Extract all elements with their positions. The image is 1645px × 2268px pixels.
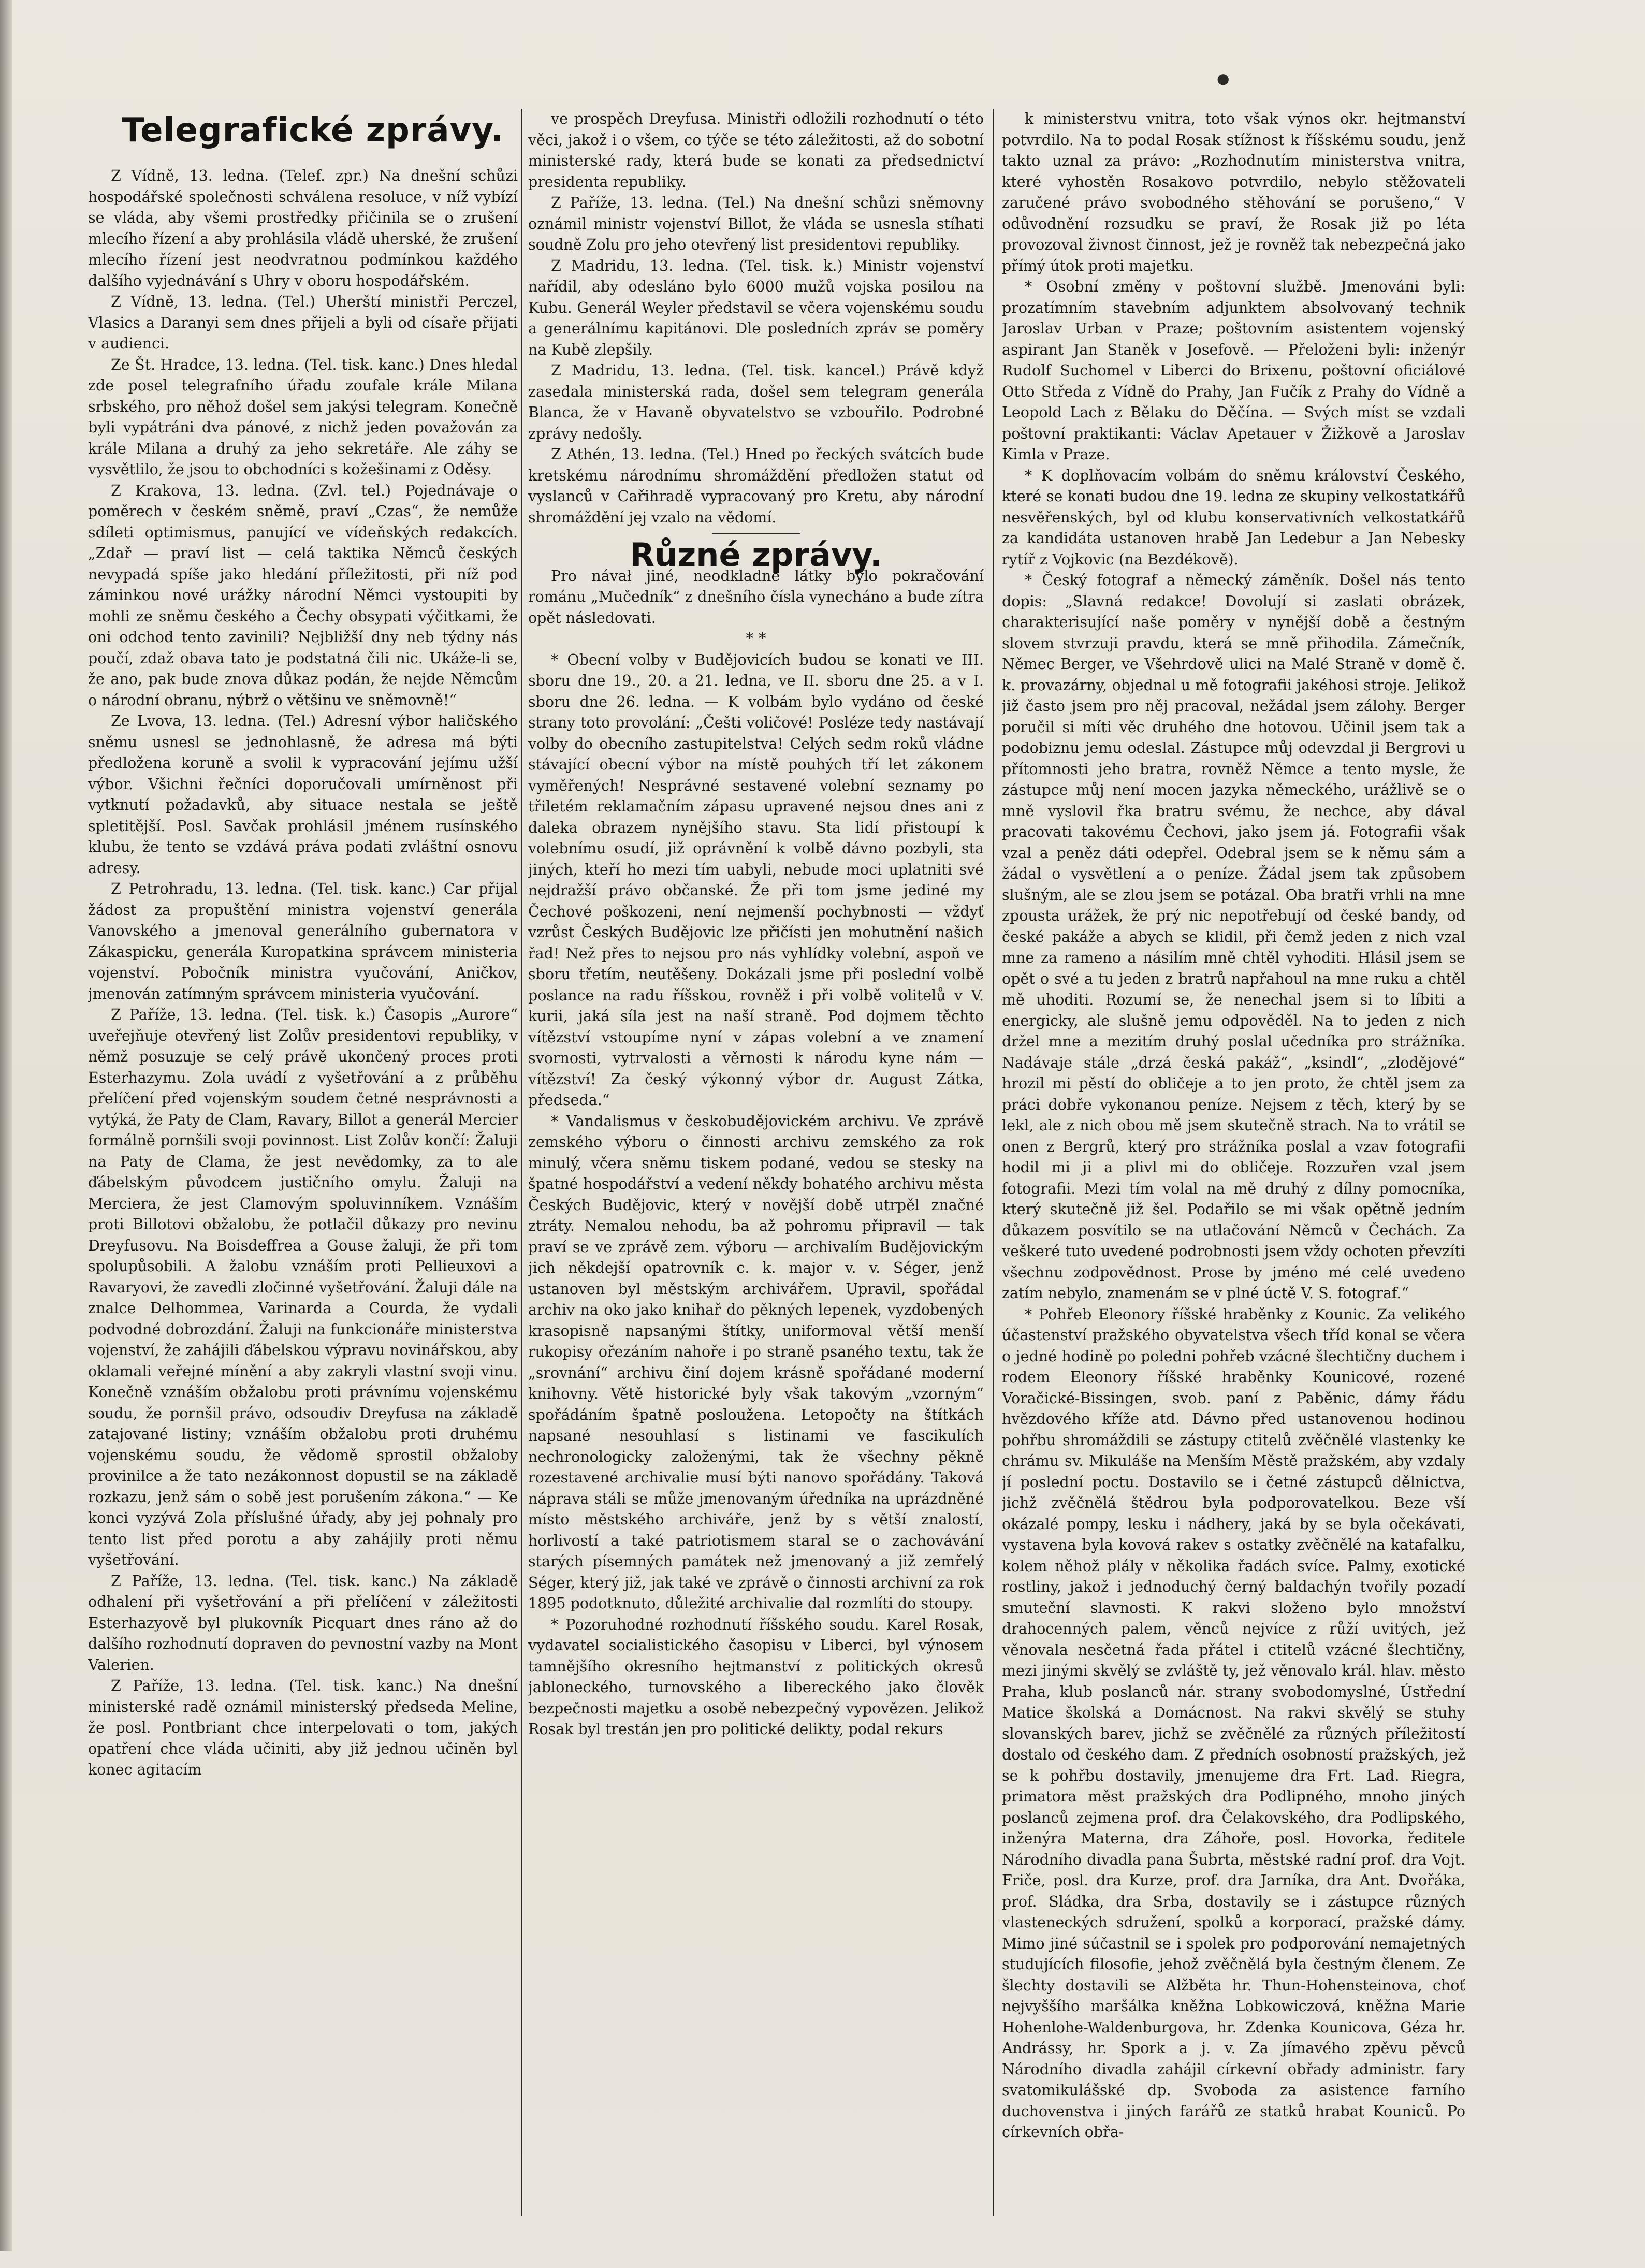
article-paragraph: Z Paříže, 13. ledna. (Tel. tisk. kanc.) Na základě odhalení při vyšetřování a při přelíčení v záležitosti Esterhazyově byl plukovník Picquart dnes ráno až do dalšího rozhodnutí dopraven do pevnostní vazby na Mont Valerien. (88, 1572, 518, 1674)
ink-mark: ● (1217, 70, 1230, 87)
article-paragraph: Z Paříže, 13. ledna. (Tel. tisk. k.) Časopis „Aurore“ uveřejňuje otevřený list Zolův presidentovi republiky, v němž posuzuje se celý právě ukončený proces proti Esterhazymu. Zola uvádí z vyšetřování a z průběhu přelíčení před vojenským soudem četné nesprávnosti a vytýká, že Paty de Clam, Ravary, Billot a generál Mercier formálně pornšili svoji povinnost. List Zolův končí: Žaluji na Paty de Clama, že jest nevědomky, za to ale ďábelským původcem justičního omylu. Žaluji na Merciera, že jest Clamovým spoluvinníkem. Vznáším proti Billotovi obžalobu, že potlačil důkazy pro nevinu Dreyfusovu. Na Boisdeffrea a Gouse žaluji, že při tom spolupůsobili. A žalobu vznáším proti Pellieuxovi a Ravaryovi, že zavedli zločinné vyšetřování. Žaluji dále na znalce Delhommea, Varinarda a Courda, že vydali podvodné dobrozdání. Žaluji na funkcionáře ministerstva vojenství, že zahájili ďábelskou výpravu novinářskou, aby oklamali veřejné mínění a aby zakryli vlastní svoji vinu. Konečně vznáším obžalobu proti právnímu vojenskému soudu, že pornšil právo, odsoudiv Dreyfusa na základě zatajované listiny; vznáším obžalobu proti druhému vojenskému soudu, že vědomě sprostil obžaloby provinilce a že tato nezákonnost dopustil se na základě rozkazu, jenž sám o sobě jest porušením zákona.“ — Ke konci vyzývá Zola příslušné úřady, aby jej pohnaly pro tento list před porotu a aby zahájily proti němu vyšetřování. (88, 1006, 518, 1568)
article-paragraph: Ze Št. Hradce, 13. ledna. (Tel. tisk. kanc.) Dnes hledal zde posel telegrafního úřadu zoufale krále Milana srbského, pro něhož došel sem jakýsi telegram. Konečně byli vypátráni dva pánové, z nichž jeden považován za krále Milana a druhý za jeho sekretáře. Ale záhy se vysvětlilo, že jsou to obchodníci s kožešinami z Oděsy. (88, 356, 518, 478)
column-1 (88, 166, 518, 2268)
column-2 (528, 109, 984, 2211)
article-paragraph: * Osobní změny v poštovní službě. Jmenováni byli: prozatímním stavebním adjunktem absolvovaný technik Jaroslav Urban v Praze; poštovním asistentem vojenský aspirant Jan Staněk v Josefově. — Přeloženi byli: inženýr Rudolf Suchomel v Liberci do Brixenu, poštovní oficiálové Otto Středa z Vídně do Prahy, Jan Fučík z Prahy do Vídně a Leopold Lach z Bělaku do Děčína. — Svých míst se vzdali poštovní praktikanti: Václav Apetauer v Žižkově a Jaroslav Kimla v Praze. (1002, 278, 1465, 463)
column-rule-1 (521, 109, 522, 2216)
article-paragraph: Z Petrohradu, 13. ledna. (Tel. tisk. kanc.) Car přijal žádost za propuštění ministra vojenství generála Vanovského a jmenoval generálního gubernatora v Zákaspicku, generála Kuropatkina správcem ministeria vojenství. Pobočník ministra vyučování, Aničkov, jmenován zatímným správcem ministeria vyučování. (88, 880, 518, 1002)
article-paragraph: * Obecní volby v Budějovicích budou se konati ve III. sboru dne 19., 20. a 21. ledna, ve II. sboru dne 25. a v I. sboru dne 26. ledna. — K volbám bylo vydáno od české strany toto provolání: „Češti voličové! Posléze tedy nastávají volby do obecního zastupitelstva! Celých sedm roků vládne stávající obecní výbor na místě pouhých tří let zákonem vyměřených! Nesprávné sestavené volební seznamy po třiletém reklamačním zápasu upravené nejsou dnes ani z daleka obrazem nynějšího stavu. Sta lidí přistoupí k volebnímu osudí, již oprávnění k volbě dávno pozbyli, sta jiných, kteří ho mezi tím uabyli, nebude moci uplatniti své nejdražší právo občanské. Že při tom jsme jediné my Čechové poškozeni, není nejmenší pochybnosti — vždyť vzrůst Českých Budějovic lze přičísti jen mohutnění našich řad! Než přes to nejsou pro nás vyhlídky volební, aspoň ve sboru třetím, neutěšeny. Dokázali jsme při poslední volbě poslance na radu říšskou, rovněž i při volbě volitelů v V. kurii, jaká síla jest na naší straně. Pod dojmem těchto vítězství vstoupíme nyní v zápas volební a ve znamení svornosti, vytrvalosti a věrnosti k národu kyne nám — vítězství! Za český výkonný výbor dr. August Zátka, předseda.“ (528, 651, 984, 1109)
article-paragraph: Ze Lvova, 13. ledna. (Tel.) Adresní výbor haličského sněmu usnesl se jednohlasně, že adresa má býti předložena koruně a svolil k vypracování jejímu užší výbor. Všichni řečníci doporučovali umírněnost při vytknutí požadavků, aby situace nestala se ještě spletitější. Posl. Savčak prohlásil jménem rusínského klubu, že tento se vzdává práva podati zvláštní osnovu adresy. (88, 713, 518, 877)
heading-ruzne-zpravy: Různé zprávy. (630, 536, 882, 574)
asterisk-separator: * * (746, 630, 766, 648)
page-edge-shadow (0, 0, 12, 2251)
article-paragraph: * Pozoruhodné rozhodnutí říšského soudu. Karel Rosak, vydavatel socialistického časopisu v Liberci, byl výnosem tamnějšího okresního hejtmanství z politických okresů jabloneckého, turnovského a libereckého jako člověk bezpečnosti majetku a osobě nebezpečný vypovězen. Jelikož Rosak byl trestán jen pro politické delikty, podal rekurs (528, 1616, 984, 1738)
article-paragraph: * Pohřeb Eleonory říšské hraběnky z Kounic. Za velikého účastenství pražského obyvatelstva všech tříd konal se včera o jedné hodině po poledni pohřeb vzácné šlechtičny duchem i rodem Eleonory říšské hraběnky Kounicové, rozené Voračické-Bissingen, svob. paní z Paběnic, dámy řádu hvězdového kříže atd. Dávno před ustanovenou hodinou pohřbu shromáždili se zástupy ctitelů zvěčnělé vlastenky ke chrámu sv. Mikuláše na Menším Městě pražském, aby vzdaly jí poslední poctu. Dostavilo se i četné zástupců dělnictva, jichž zvěčnělá štědrou byla podporovatelkou. Beze vší okázalé pompy, lesku i nádhery, jaká by se byla očekávati, vystavena byla kovová rakev s ostatky zvěčnělé na katafalku, kolem něhož plály v několika řadách svíce. Palmy, exotické rostliny, jakož i jednoduchý černý baldachýn tvořily pozadí smuteční slavnosti. K rakvi složeno bylo množství drahocenných palem, věnců nejvíce z růží uvitých, jež věnovala nesčetná řada přátel i ctitelů vzácné šlechtičny, mezi jinými skvělý se zvláště ty, jež věnovalo král. hlav. město Praha, klub poslanců nár. strany svobodomyslné, Ústřední Matice školská a Domácnost. Na rakvi skvělý se stuhy slovanských barev, jichž se zvěčnělé za různých příležitostí dostalo od českého dam. Z předních osobností pražských, jež se k pohřbu dostavily, jmenujeme dra Frt. Lad. Riegra, primatora měst pražských dra Podlipného, mnoho jiných poslanců zejmena prof. dra Čelakovského, dra Podlipského, inženýra Materna, dra Záhoře, posl. Hovorka, ředitele Národního divadla pana Šubrta, městské radní prof. dra Vojt. Friče, posl. dra Kurze, prof. dra Jarníka, dra Ant. Dvořáka, prof. Sládka, dra Srba, dostavily se i zástupce různých vlasteneckých sdružení, spolků a korporací, pražské dámy. Mimo jiné súčastnil se i spolek pro podporování nemajetných studujících filosofie, jehož zvěčnělá byla čestným členem. Ze šlechty dostavili se Alžběta hr. Thun-Hohensteinova, choť nejvyššího maršálka kněžna Lobkowiczová, kněžna Marie Hohenlohe-Waldenburgova, hr. Zdenka Kounicova, Géza hr. Andrássy, hr. Spork a j. v. Za jímavého zpěvu pěvců Národního divadla zahájil církevní obřady administr. fary svatomikulášské dp. Svoboda za asistence farního duchovenstva i jiných farářů ze statků hrabat Kouniců. Po církevních obřa- (1002, 1305, 1465, 2141)
article-paragraph: Pro návał jiné, neodkladné látky bylo pokračování románu „Mučedník“ z dnešního čísla vynecháno a bude zítra opět následovati. (528, 567, 984, 627)
article-paragraph: * Vandalismus v českobudějovickém archivu. Ve zprávě zemského výboru o činnosti archivu zemského za rok minulý, včera sněmu tiskem podané, vedou se stesky na špatné hospodářství a vedení někdy bohatého archivu města Českých Budějovic, který v novější době utrpěl značné ztráty. Nemalou nehodu, ba až pohromu připravil — tak praví se ve zprávě zem. výboru — archivalím Budějovickým jich někdejší opatrovník c. k. major v. v. Séger, jenž ustanoven byl městským archivářem. Upravil, spořádal archiv na oko jako knihař do pěkných lepenek, vyzdobených krasopisně napsanými štítky, uniformoval větší menší rukopisy ořezáním nahoře i po straně psaného textu, tak že „srovnání“ archivu činí dojem krásně spořádané moderní knihovny. Větě historické byly však takovým „vzorným“ spořádáním špatně posloužena. Letopočty na štítkách napsané nesouhlasí s listinami ve fascikulích nechronologicky založenými, tak že všechny pěkně rozestavené archivalie musí býti nanovo spořádány. Taková náprava stáli se může jmenovaným úředníka na uprázdněné místo městského archiváře, jenž by s větší znalostí, horlivostí a také patriotismem staral se o zachovávání starých písemných památek než jmenovaný a již zemřelý Séger, který již, jak také ve zprávě o činnosti archivní za rok 1895 podotknuto, důležité archivalie dal rozmlíti do stoupy. (528, 1112, 984, 1612)
article-paragraph: Z Vídně, 13. ledna. (Telef. zpr.) Na dnešní schůzi hospodářské společnosti schválena resoluce, v níž vybízí se vláda, aby všemi prostředky přičinila se o zrušení mlecího řízení a aby prohlásila vládě uherské, že zrušení mlecího řízení jest neodvratnou podmínkou každého dalšího vyjednávání s Uhry v oboru hospodářském. (88, 167, 518, 289)
column-rule-2 (993, 109, 994, 2216)
article-paragraph: * K doplňovacím volbám do sněmu království Českého, které se konati budou dne 19. ledna ze skupiny velkostatkářů nesvěřenských, byl od klubu konservativních velkostatkářů za kandidáta ustanoven hrabě Jan Ledebur a Jan Nebesky rytíř z Vojkovic (na Bezdékově). (1002, 467, 1465, 568)
article-paragraph: Z Paříže, 13. ledna. (Tel. tisk. kanc.) Na dnešní ministerské radě oznámil ministerský předseda Meline, že posl. Pontbriant chce interpelovati o tom, jakých opatření chce vláda učiniti, aby již jednou učiněn byl konec agitacím (88, 1677, 518, 1778)
article-paragraph: ve prospěch Dreyfusa. Ministři odložili rozhodnutí o této věci, jakož i o všem, co týče se této záležitosti, až do sobotní ministerské rady, která bude se konati za předsednictví presidenta republiky. (528, 110, 984, 191)
article-paragraph: Z Paříže, 13. ledna. (Tel.) Na dnešní schůzi sněmovny oznámil ministr vojenství Billot, že vláda se usnesla stíhati soudně Zolu pro jeho otevřený list presidentovi republiky. (528, 194, 984, 253)
article-paragraph: Z Madridu, 13. ledna. (Tel. tisk. k.) Ministr vojenství nařídil, aby odesláno bylo 6000 mužů vojska posilou na Kubu. Generál Weyler představil se včera vojenskému soudu a generálnímu kapitánovi. Dle posledních zpráv se poměry na Kubě zlepšily. (528, 257, 984, 358)
article-paragraph: Z Krakova, 13. ledna. (Zvl. tel.) Pojednávaje o poměrech v českém sněmě, praví „Czas“, že nemůže sdíleti optimismus, panující ve vídeňských redakcích. „Zdař — praví list — celá taktika Němců českých nevypadá spíše jako hledání příležitosti, při níž pod záminkou nové urážky národní Němci vystoupiti by mohli ze sněmu českého a Čechy obsypati výčitkami, že oni odchod tento zavinili? Nejbližší dny neb týdny nás poučí, zdaž obava tato je podstatná čili nic. Ukáže-li se, že ano, pak bude znova důkaz podán, že nejde Němcům o národní obranu, nýbrž o většinu ve sněmovně!“ (88, 482, 518, 709)
article-paragraph: k ministerstvu vnitra, toto však výnos okr. hejtmanství potvrdilo. Na to podal Rosak stížnost k říšskému soudu, jenž takto uznal za právo: „Rozhodnutím ministerstva vnitra, které vyhostěn Rosakovo potvrdilo, nebylo stěžovateli zaručené právo svobodného stěhování se porušeno,“ V odůvodnění rozsudku se praví, že Rosak již po léta provozoval živnost činnost, jež je rovněž tak nebezpečná jako přímý útok proti majetku. (1002, 110, 1465, 274)
column-3 (1002, 109, 1465, 2211)
article-paragraph: * Český fotograf a německý záměník. Došel nás tento dopis: „Slavná redakce! Dovolují si zaslati obrázek, charakterisující naše poměry v nynější době a čestným slovem stvrzuji pravdu, která se mně přihodila. Zámečník, Němec Berger, ve Všehrdově ulici na Malé Straně v domě č. k. provazárny, objednal u mě fotografii jakéhosi stroje. Jelikož již často jsem pro něj pracoval, nežádal jsem zálohy. Berger poručil si míti věc druhého dne hotovou. Učinil jsem tak a podobiznu jemu odeslal. Zástupce můj odevzdal ji Bergrovi u přítomnosti jeho bratra, rovněž Němce a tento mysle, že zástupce můj není mocen jazyka německého, urážlivě se o mně vyslovil řka bratru svému, že nechce, aby dával pracovati takovému Čechovi, jako jsem já. Fotografii však vzal a peněz dáti odepřel. Odebral jsem se k němu sám a žádal o vysvětlení a o peníze. Žádal jsem tak způsobem slušným, ale se zlou jsem se potázal. Oba bratři vrhli na mne zpousta urážek, že prý nic nepotřebují od české bandy, od české pakáže a abych se klidil, při čemž jeden z nich vzal mne za rameno a násilím mně chtěl vyhoditi. Hlásil jsem se opět o své a tu jeden z bratrů napřahoul na mne ruku a chtěl mě uhoditi. Rozumí se, že nenechal jsem si to líbiti a energicky, ale slušně jemu odpověděl. Na to jeden z nich držel mne a mezitím druhý poslal učedníka pro strážníka. Nadávaje stále „drzá česká pakáž“, „ksindl“, „zlodějové“ hrozil mi pěstí do obličeje a to jen proto, že chtěl jsem za práci dobře vykonanou peníze. Nejsem z těch, který by se lekl, ale z nich obou mě jsem skutečně strach. Na to vrátil se onen z Bergrů, který pro strážníka poslal a vzav fotografii hodil mi ji a plivl mi do obličeje. Rozzuřen vzal jsem fotografii. Mezi tím volal na mě druhý z dílny pomocníka, který skutečně již šel. Podařilo se mi však opětně jedním důkazem posvítilo se na utlačování Němců v Čechách. Za veškeré tuto uvedené podrobnosti jsem vždy ochoten převzíti všechnu zodpovědnost. Prose by jméno mé celé uvedeno zatím nebylo, znamenám se v plné úctě V. S. fotograf.“ (1002, 572, 1465, 1302)
heading-telegraficke-zpravy: Telegrafické zprávy. (122, 111, 504, 150)
article-paragraph: Z Madridu, 13. ledna. (Tel. tisk. kancel.) Právě když zasedala ministerská rada, došel sem telegram generála Blanca, že v Havaně obyvatelstvo se vzbouřilo. Podrobné zprávy nedošly. (528, 362, 984, 442)
article-paragraph: Z Vídně, 13. ledna. (Tel.) Uherští ministři Perczel, Vlasics a Daranyi sem dnes přijeli a byli od císaře přijati v audienci. (88, 293, 518, 352)
section-divider (712, 533, 800, 534)
article-paragraph: Z Athén, 13. ledna. (Tel.) Hned po řeckých svátcích bude kretskému národnímu shromáždění předložen statut od vyslanců v Cařihradě vypracovaný pro Kretu, aby národní shromáždění jej vzalo na vědomí. (528, 446, 984, 526)
